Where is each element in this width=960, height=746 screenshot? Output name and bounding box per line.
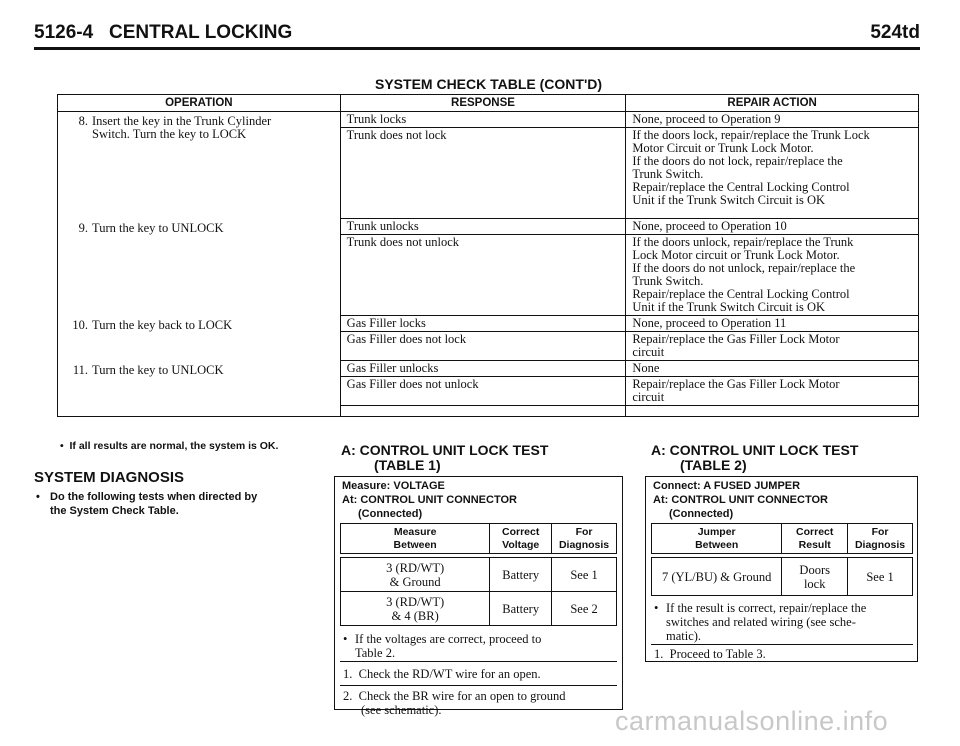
repair-cell: [626, 219, 919, 235]
repair-cell: [626, 332, 919, 361]
operation-cell: [58, 112, 341, 219]
instruction-line: Do the following tests when directed by: [50, 491, 258, 503]
repair-cell: [626, 316, 919, 332]
repair-line: If the doors do not lock, repair/replace the: [632, 154, 843, 168]
system-check-table: [57, 94, 919, 417]
measure-between-cell: 3 (RD/WT) & 4 (BR): [341, 592, 490, 626]
results-note: • If all results are normal, the system is OK.: [60, 440, 279, 452]
table-row: [58, 316, 919, 332]
bullet-icon: •: [36, 491, 40, 503]
operation-cell: [58, 219, 341, 316]
column-header: Jumper Between: [652, 524, 782, 554]
empty-cell: [340, 406, 626, 417]
operation-text: Turn the key back to LOCK: [92, 317, 233, 332]
repair-line: Motor Circuit or Trunk Lock Motor.: [632, 141, 814, 155]
repair-cell: [626, 112, 919, 128]
table1-step-1: 1. Check the RD/WT wire for an open.: [343, 667, 541, 681]
empty-cell: [58, 406, 341, 417]
repair-line: None: [632, 361, 660, 375]
response-cell: Trunk does not unlock: [340, 235, 626, 316]
column-header: For Diagnosis: [848, 524, 913, 554]
table-header-row: [341, 524, 617, 554]
correct-result-cell: Doors lock: [782, 558, 848, 596]
response-cell: Trunk does not lock: [340, 128, 626, 219]
table-empty-row: [58, 406, 919, 417]
operation-cell: [58, 361, 341, 406]
repair-cell: [626, 235, 919, 316]
system-diagnosis-instruction: [34, 490, 319, 518]
column-header-response: RESPONSE: [340, 95, 626, 112]
bullet-icon: •: [654, 601, 659, 615]
table-row: [58, 219, 919, 235]
repair-line: Trunk Switch.: [632, 167, 704, 181]
table-row: [58, 361, 919, 377]
response-cell: Gas Filler locks: [340, 316, 626, 332]
bullet-icon: •: [343, 632, 348, 646]
repair-cell: [626, 361, 919, 377]
divider: [340, 685, 617, 686]
operation-text: Turn the key to UNLOCK: [92, 220, 224, 235]
table1-step-2: 2. Check the BR wire for an open to ground (see schematic).: [343, 689, 566, 717]
response-cell: Trunk unlocks: [340, 219, 626, 235]
repair-line: Repair/replace the Central Locking Control: [632, 180, 850, 194]
repair-line: Repair/replace the Gas Filler Lock Motor: [632, 377, 840, 391]
table-row: [58, 112, 919, 128]
repair-line: Repair/replace the Gas Filler Lock Motor: [632, 332, 840, 346]
page-section-title: 5126-4 CENTRAL LOCKING: [34, 22, 293, 43]
table-row: [341, 592, 617, 626]
operation-text: Insert the key in the Trunk Cylinder: [92, 114, 272, 128]
column-header-operation: OPERATION: [58, 95, 341, 112]
response-cell: Gas Filler does not unlock: [340, 377, 626, 406]
operation-number: 8.: [78, 114, 88, 128]
repair-line: circuit: [632, 345, 665, 359]
response-cell: Gas Filler does not lock: [340, 332, 626, 361]
column-header: For Diagnosis: [552, 524, 617, 554]
divider: [651, 644, 913, 645]
correct-voltage-cell: Battery: [490, 592, 552, 626]
repair-line: If the doors lock, repair/replace the Trunk Lock: [632, 128, 870, 142]
connected-label: (Connected): [358, 508, 423, 520]
table1-setup: [335, 477, 622, 521]
table2-note: • If the result is correct, repair/replace the switches and related wiring (see sche- matic).: [654, 601, 867, 643]
operation-number: 11.: [72, 362, 88, 377]
repair-line: Repair/replace the Central Locking Control: [632, 287, 850, 301]
model-code: 524td: [870, 22, 920, 43]
table2-jumper-table: [651, 523, 913, 596]
repair-line: circuit: [632, 390, 665, 404]
response-cell: Trunk locks: [340, 112, 626, 128]
repair-line: Trunk Switch.: [632, 274, 704, 288]
repair-line: None, proceed to Operation 10: [632, 219, 787, 233]
diagnosis-cell: See 1: [848, 558, 913, 596]
repair-line: Lock Motor circuit or Trunk Lock Motor.: [632, 248, 840, 262]
table2-subtitle: (TABLE 2): [680, 457, 747, 473]
table-header-row: [58, 95, 919, 112]
divider: [340, 661, 617, 662]
watermark: carmanualsonline.info: [615, 706, 889, 736]
table1-note: • If the voltages are correct, proceed to Table 2.: [343, 632, 542, 660]
results-note-text: If all results are normal, the system is OK.: [69, 440, 279, 452]
jumper-between-cell: 7 (YL/BU) & Ground: [652, 558, 782, 596]
column-header-repair-action: REPAIR ACTION: [626, 95, 919, 112]
column-header: Correct Voltage: [490, 524, 552, 554]
correct-voltage-cell: Battery: [490, 558, 552, 592]
table-header-row: [652, 524, 913, 554]
column-header: Measure Between: [341, 524, 490, 554]
connect-label: Connect: A FUSED JUMPER: [653, 480, 801, 492]
table1-subtitle: (TABLE 1): [374, 457, 441, 473]
table1-title: A: CONTROL UNIT LOCK TEST: [341, 442, 549, 458]
diagnosis-cell: See 1: [552, 558, 617, 592]
repair-cell: [626, 377, 919, 406]
measure-between-cell: 3 (RD/WT) & Ground: [341, 558, 490, 592]
at-label: At: CONTROL UNIT CONNECTOR: [342, 494, 517, 506]
header-rule: [34, 47, 920, 50]
table2-setup: [646, 477, 917, 521]
empty-cell: [626, 406, 919, 417]
repair-line: If the doors do not unlock, repair/replace the: [632, 261, 856, 275]
instruction-line: the System Check Table.: [50, 505, 179, 517]
system-check-table-title: SYSTEM CHECK TABLE (CONT'D): [375, 76, 603, 92]
operation-text: Turn the key to UNLOCK: [92, 362, 224, 377]
measure-label: Measure: VOLTAGE: [342, 480, 445, 492]
operation-number: 10.: [72, 317, 88, 332]
table-row: [652, 558, 913, 596]
table-row: [341, 558, 617, 592]
table2-box: [645, 476, 918, 662]
repair-line: If the doors unlock, repair/replace the Trunk: [632, 235, 854, 249]
operation-text: Switch. Turn the key to LOCK: [92, 127, 247, 141]
column-header: Correct Result: [782, 524, 848, 554]
operation-cell: [58, 316, 341, 361]
repair-cell: [626, 128, 919, 219]
page-header: [34, 22, 920, 48]
system-diagnosis-heading: SYSTEM DIAGNOSIS: [34, 469, 185, 486]
repair-line: None, proceed to Operation 11: [632, 316, 787, 330]
table1-box: [334, 476, 623, 717]
connected-label: (Connected): [669, 508, 734, 520]
repair-line: Unit if the Trunk Switch Circuit is OK: [632, 193, 826, 207]
table1-measurement-table: [340, 523, 617, 626]
response-cell: Gas Filler unlocks: [340, 361, 626, 377]
table2-title: A: CONTROL UNIT LOCK TEST: [651, 442, 859, 458]
table2-step-1: 1. Proceed to Table 3.: [654, 647, 766, 661]
repair-line: Unit if the Trunk Switch Circuit is OK: [632, 300, 826, 314]
at-label: At: CONTROL UNIT CONNECTOR: [653, 494, 828, 506]
repair-line: None, proceed to Operation 9: [632, 112, 781, 126]
operation-number: 9.: [78, 220, 88, 235]
diagnosis-cell: See 2: [552, 592, 617, 626]
